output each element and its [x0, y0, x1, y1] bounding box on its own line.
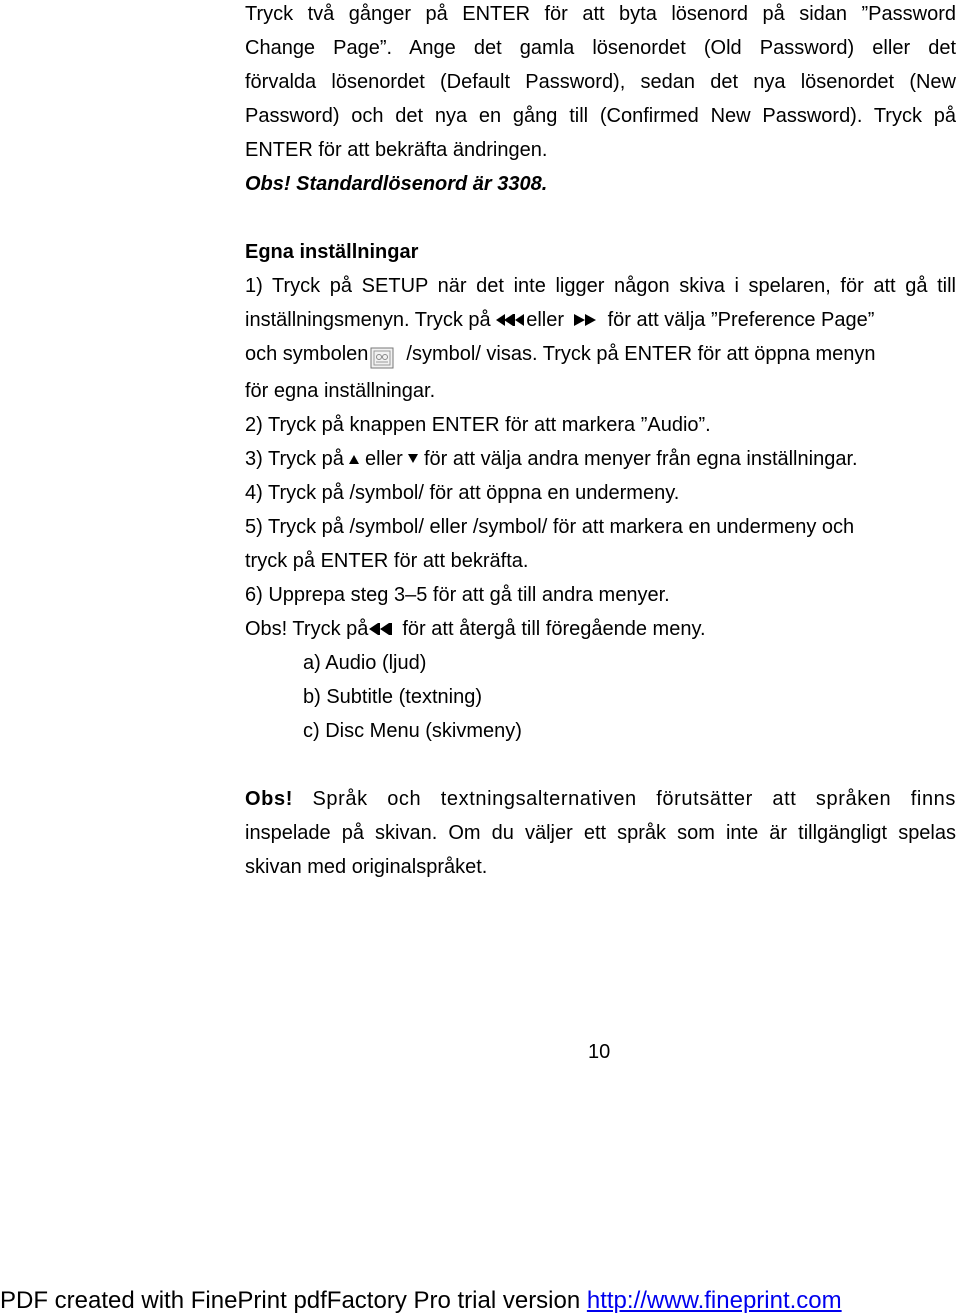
step-5-line-1: 5) Tryck på /symbol/ eller /symbol/ för att markera en undermeny och	[245, 516, 855, 538]
rewind-icon	[369, 622, 395, 636]
step-2: 2) Tryck på knappen ENTER för att markera ”Audio”.	[245, 414, 711, 436]
step-4: 4) Tryck på /symbol/ för att öppna en undermeny.	[245, 482, 680, 504]
preference-page-icon	[370, 347, 394, 369]
step-1-line-4: för egna inställningar.	[245, 380, 436, 402]
step-1-text-b: eller	[526, 309, 565, 331]
back-note-text-a: Obs! Tryck på	[245, 618, 369, 640]
section-heading: Egna inställningar	[245, 241, 419, 263]
step-6: 6) Upprepa steg 3–5 för att gå till andra menyer.	[245, 584, 670, 606]
list-item: c) Disc Menu (skivmeny)	[303, 720, 522, 742]
page-number: 10	[588, 1041, 611, 1063]
back-note	[245, 617, 706, 641]
step-1-text-d: och symbolen	[245, 343, 369, 365]
default-password-note: Obs! Standardlösenord är 3308.	[245, 173, 548, 195]
step-1-line-2	[245, 308, 874, 332]
step-3-text-a: 3) Tryck på	[245, 448, 344, 470]
footer-text: PDF created with FinePrint pdfFactory Pro trial version	[0, 1287, 587, 1314]
final-note-obs: Obs!	[245, 788, 293, 810]
list-item: b) Subtitle (textning)	[303, 686, 482, 708]
final-note-line-2: inspelade på skivan. Om du väljer ett språk som inte är tillgängligt spelas	[245, 822, 956, 844]
up-arrow-icon	[349, 454, 359, 464]
step-3-text-b: eller	[365, 448, 403, 470]
pdf-footer	[0, 1286, 842, 1316]
rewind-icon	[496, 313, 526, 327]
final-note-line-1	[245, 787, 956, 811]
intro-line-2: Change Page”. Ange det gamla lösenordet (Old Password) eller det	[245, 37, 956, 59]
step-3	[245, 447, 858, 471]
step-1-line-1: 1) Tryck på SETUP när det inte ligger någon skiva i spelaren, för att gå till	[245, 275, 956, 297]
intro-line-4: Password) och det nya en gång till (Confirmed New Password). Tryck på	[245, 105, 956, 127]
intro-line-5: ENTER för att bekräfta ändringen.	[245, 139, 548, 161]
fast-forward-icon	[574, 314, 598, 326]
final-note-line-3: skivan med originalspråket.	[245, 856, 488, 878]
intro-line-1: Tryck två gånger på ENTER för att byta lösenord på sidan ”Password	[245, 3, 956, 25]
step-1-text-e: /symbol/ visas. Tryck på ENTER för att öppna menyn	[406, 343, 876, 365]
footer-link[interactable]: http://www.fineprint.com	[586, 1287, 842, 1314]
down-arrow-icon	[408, 454, 418, 464]
step-5-line-2: tryck på ENTER för att bekräfta.	[245, 550, 529, 572]
intro-line-3: förvalda lösenordet (Default Password), sedan det nya lösenordet (New	[245, 71, 956, 93]
final-note-text-1: Språk och textningsalternativen förutsätter att språken finns	[312, 788, 956, 810]
back-note-text-b: för att återgå till föregående meny.	[402, 618, 706, 640]
list-item: a) Audio (ljud)	[303, 652, 427, 674]
step-1-text-a: inställningsmenyn. Tryck på	[245, 309, 497, 331]
step-3-text-c: för att välja andra menyer från egna inställningar.	[423, 448, 858, 470]
step-1-text-c: för att välja ”Preference Page”	[607, 309, 875, 331]
step-1-line-3	[245, 342, 875, 366]
